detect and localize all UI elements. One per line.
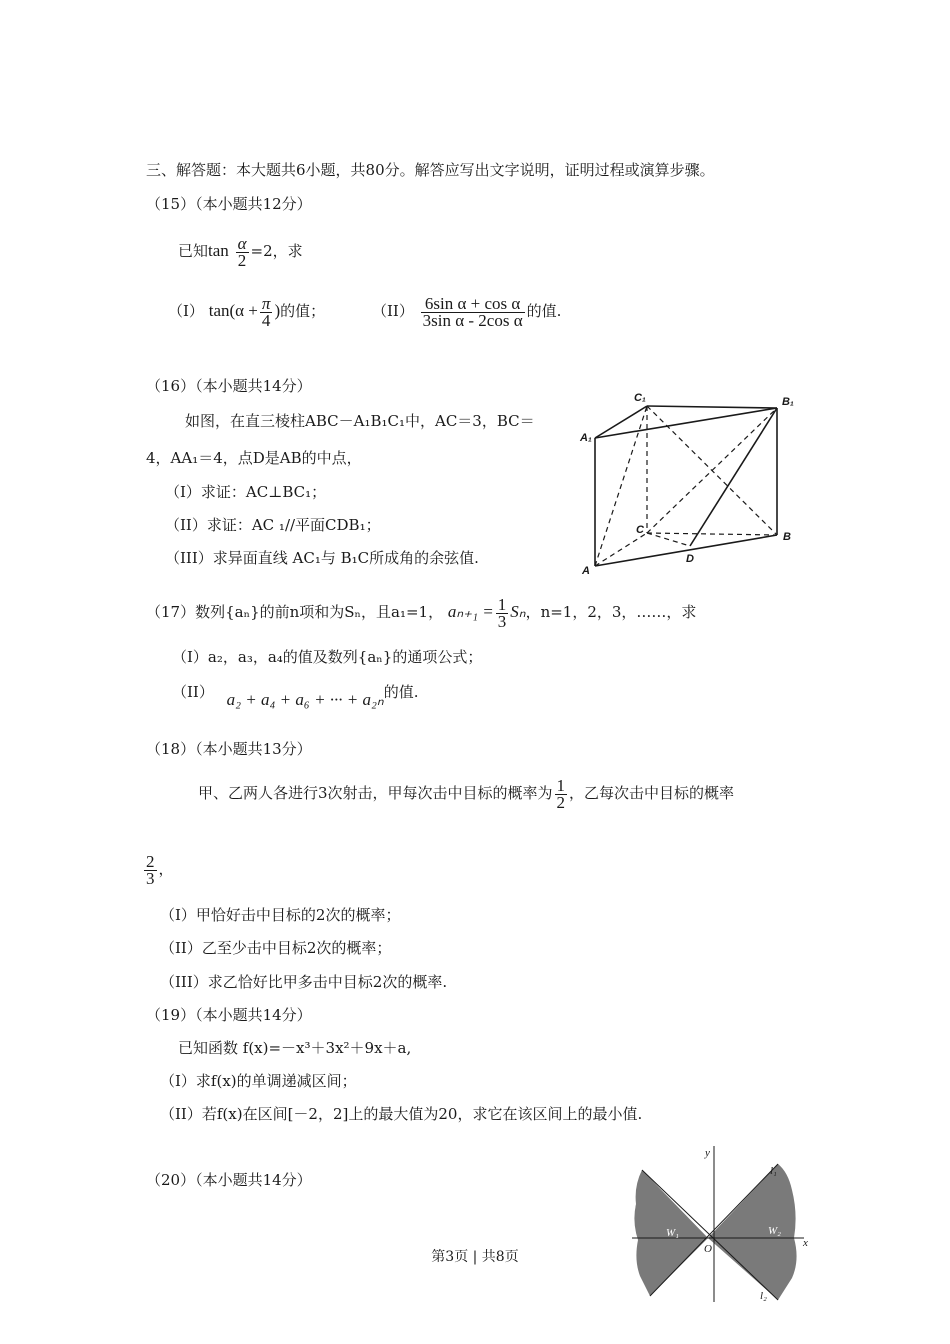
edge-c1-b1: [647, 406, 777, 408]
q17-part2: [172, 682, 419, 709]
q17-recur-num: 1: [497, 594, 507, 614]
q15-given-suffix: =2，求: [250, 242, 303, 260]
q18-line2-num: 2: [146, 851, 155, 871]
label-w2: W₂: [768, 1225, 781, 1237]
q15-given-den: 2: [237, 250, 247, 270]
q19-part2: （II）若f(x)在区间[－2，2]上的最大值为20，求它在该区间上的最小值.: [160, 1105, 643, 1123]
q18-line1-num: 1: [556, 775, 566, 795]
q16-part2: （II）求证：AC ₁//平面CDB₁；: [165, 516, 381, 534]
q19-given: 已知函数 f(x)=－x³＋3x²＋9x＋a,: [178, 1039, 412, 1057]
prism-solid-edges: [595, 406, 777, 566]
label-c: C: [636, 524, 644, 536]
q15-part2: [372, 286, 561, 336]
q15-p2-suffix: 的值.: [526, 302, 562, 320]
q16-part3: （III）求异面直线 AC₁与 B₁C所成角的余弦值.: [165, 549, 479, 567]
q17-p2-suffix: 的值.: [383, 683, 419, 701]
q15-p1-label: （I）: [168, 302, 204, 320]
q15-p1-expr-a: tan(α +: [208, 301, 258, 320]
q18-line2-fraction: [144, 851, 157, 888]
q18-line2: [142, 846, 174, 892]
q18-line2-suffix: ，: [158, 860, 174, 878]
q15-p2-den: 3sin α - 2cos α: [422, 310, 523, 330]
q15-p1-expr-b: ): [274, 301, 281, 320]
q15-given-prefix: 已知: [178, 242, 209, 260]
q15-p1-num: π: [261, 293, 271, 313]
q17-p2-label: （II）: [172, 683, 214, 701]
q18-line1-a: 甲、乙两人各进行3次射击，甲每次击中目标的概率为: [198, 784, 553, 802]
label-l1: l₁: [770, 1165, 777, 1177]
q17-recur-den: 3: [497, 611, 507, 631]
q16-title: （16）（本小题共14分）: [146, 377, 312, 395]
region-figure: [628, 1142, 818, 1304]
label-b: B: [783, 531, 791, 543]
edge-c-b: [647, 533, 777, 535]
prism-hidden-edges: [595, 406, 777, 566]
q17-recur-rhs: Sₙ: [510, 602, 526, 621]
q18-line1: [198, 770, 734, 816]
q17-stem: [146, 590, 696, 634]
q16-line2: 4，AA₁＝4，点D是AB的中点，: [146, 449, 362, 467]
q20-title: （20）（本小题共14分）: [146, 1171, 312, 1189]
label-y: y: [705, 1147, 710, 1159]
q19-title: （19）（本小题共14分）: [146, 1006, 312, 1024]
q15-part1: [168, 286, 325, 336]
q15-p2-fraction: [421, 293, 525, 330]
q15-given-func: tan: [208, 241, 229, 260]
prism-figure: [578, 388, 808, 580]
q17-recur-suffix: ，n=1，2，3，……，求: [525, 603, 697, 621]
q17-prefix: （17）数列{aₙ}的前n项和为Sₙ，且a₁=1，: [146, 603, 444, 621]
q18-part2: （II）乙至少击中目标2次的概率；: [160, 939, 392, 957]
q15-p1-den: 4: [261, 310, 271, 330]
q15-p1-suffix: 的值；: [280, 302, 326, 320]
section-header: 三、解答题：本大题共6小题，共80分。解答应写出文字说明，证明过程或演算步骤。: [146, 161, 715, 179]
q15-given-fraction: [236, 233, 249, 270]
q18-part1: （I）甲恰好击中目标的2次的概率；: [160, 906, 401, 924]
q18-line1-b: ，乙每次击中目标的概率: [569, 784, 735, 802]
q19-part1: （I）求f(x)的单调递减区间；: [160, 1072, 357, 1090]
region-w2: [708, 1164, 797, 1300]
q18-line2-den: 3: [146, 868, 155, 888]
edge-c-d: [647, 533, 690, 546]
q15-p1-fraction: [260, 293, 273, 330]
edge-b1-d: [690, 408, 777, 546]
q16-line1: 如图，在直三棱柱ABC－A₁B₁C₁中，AC＝3，BC＝: [185, 412, 535, 430]
label-l2: l₂: [760, 1290, 767, 1302]
label-x: x: [803, 1237, 808, 1249]
q15-given: [178, 226, 303, 276]
label-o: O: [704, 1243, 712, 1255]
q18-line1-den: 2: [556, 792, 566, 812]
q15-given-num: α: [237, 233, 247, 253]
label-b1: B₁: [782, 396, 794, 408]
prism-labels: [579, 392, 794, 577]
q17-recur-fraction: [496, 594, 509, 631]
label-c1: C₁: [634, 392, 646, 404]
q15-p2-num: 6sin α + cos α: [421, 296, 525, 313]
q18-part3: （III）求乙恰好比甲多击中目标2次的概率.: [160, 973, 448, 991]
q15-p2-label: （II）: [372, 302, 414, 320]
q15-title: （15）（本小题共12分）: [146, 195, 312, 213]
q18-line1-fraction: [555, 775, 568, 812]
q17-p2-expr: a₂ + a₄ + a₆ + ··· + a₂ₙ: [226, 690, 384, 709]
edge-a1-b1: [595, 408, 777, 438]
q17-part1: （I）a₂，a₃，a₄的值及数列{aₙ}的通项公式；: [172, 648, 483, 666]
label-a: A: [582, 565, 590, 577]
q17-recur-lhs: aₙ₊₁ =: [447, 602, 494, 621]
q16-part1: （I）求证：AC⊥BC₁；: [165, 483, 327, 501]
page-footer: 第3页 | 共8页: [431, 1249, 519, 1265]
q18-title: （18）（本小题共13分）: [146, 740, 312, 758]
label-w1: W₁: [666, 1227, 679, 1239]
label-a1: A₁: [580, 432, 592, 444]
label-d: D: [686, 553, 694, 565]
